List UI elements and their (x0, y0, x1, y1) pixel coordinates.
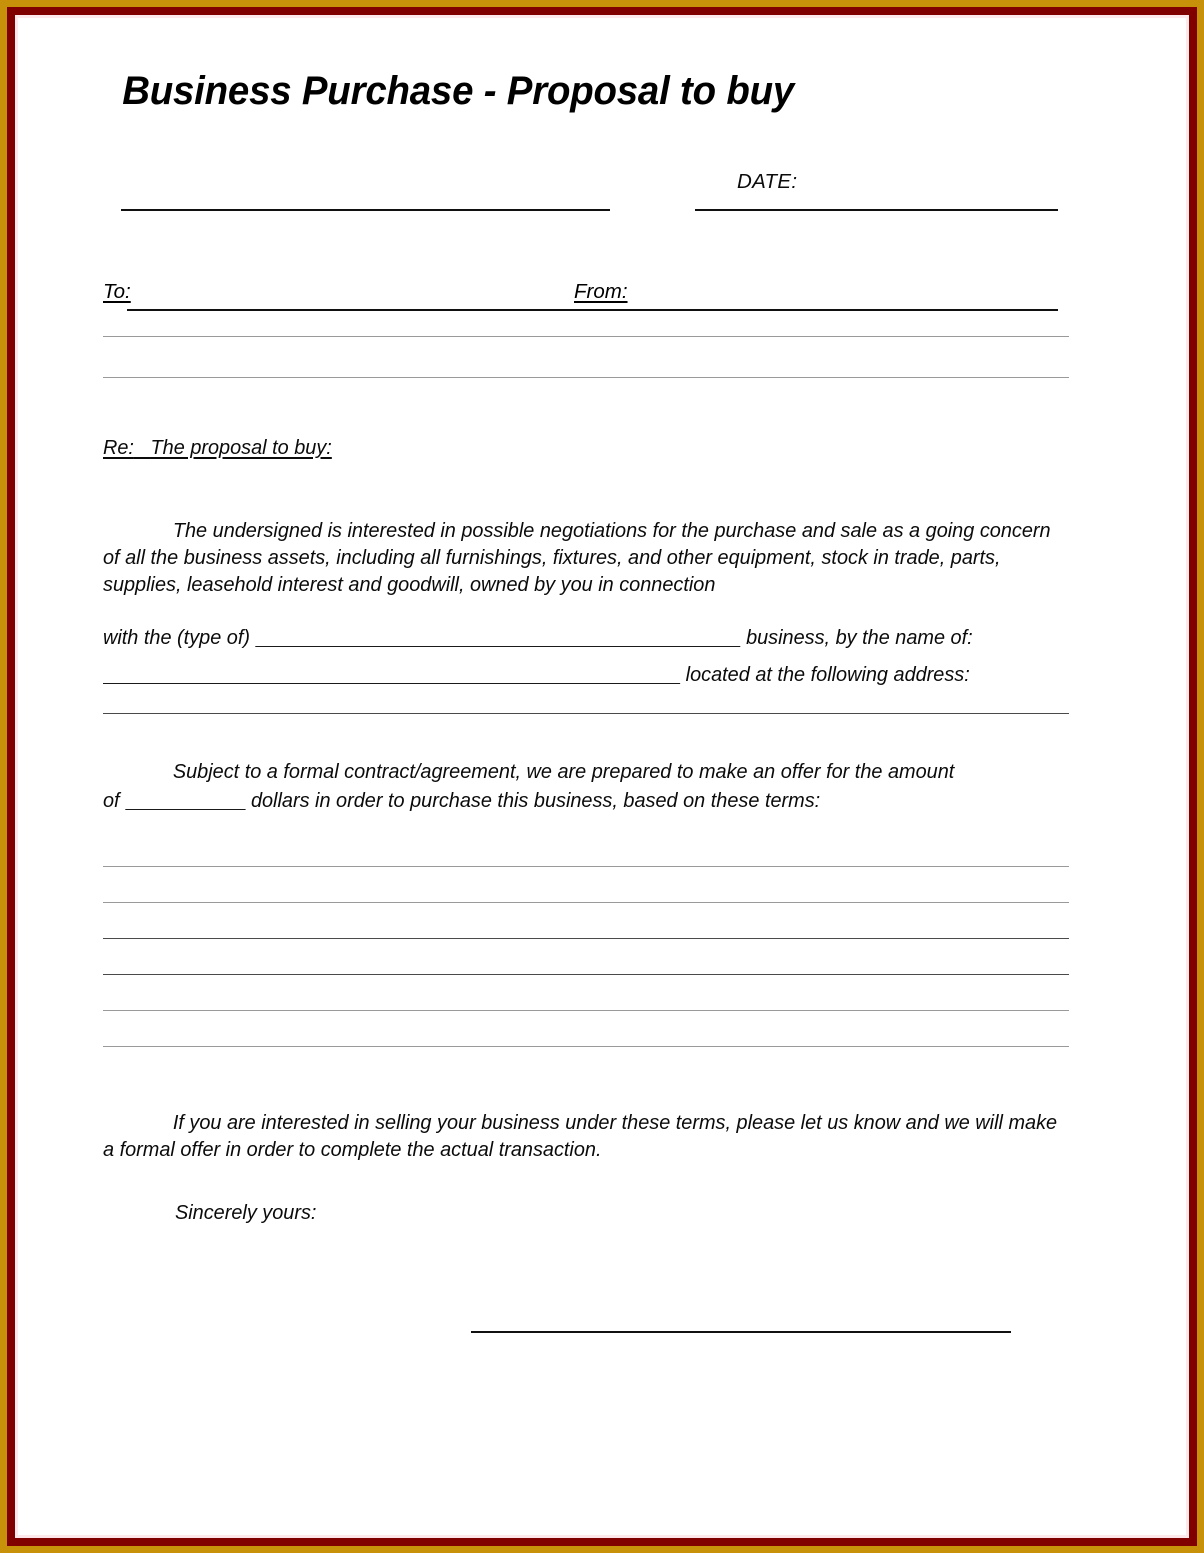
terms-blank-lines (103, 852, 1107, 1087)
business-name-line (103, 661, 1077, 688)
subject-line (103, 434, 1077, 461)
intro-paragraph: The undersigned is interested in possible negotiations for the purchase and sale as a going concern of all the business assets, including all furnishings, fixtures, and other equipment, stock in trade, parts, supplies, leasehold interest and goodwill, owned by you in connection (103, 519, 1051, 597)
terms-line-4[interactable] (103, 974, 1069, 975)
document-sheet (18, 18, 1186, 1535)
to-label: To: (103, 280, 131, 303)
closing-paragraph: If you are interested in selling your business under these terms, please let us know and we will make a formal offer in order to complete the actual transaction. (103, 1111, 1058, 1162)
re-text: The proposal to buy: (150, 436, 332, 459)
header-date-row (103, 170, 1107, 222)
address-blank-lines (103, 314, 1107, 400)
signature-line[interactable] (471, 1331, 1011, 1333)
date-label: DATE: (737, 170, 798, 193)
offer-amount-line (103, 787, 1077, 814)
header-blank-rule (121, 209, 610, 211)
to-from-row (103, 280, 1107, 314)
signature-area (103, 1305, 1107, 1365)
signoff-text: Sincerely yours: (175, 1201, 317, 1225)
address-blank-line-1[interactable] (103, 336, 1069, 337)
address-blank-line-2[interactable] (103, 377, 1069, 378)
business-type-blank[interactable] (256, 646, 741, 647)
address-entry-rule[interactable] (103, 713, 1069, 714)
terms-line-3[interactable] (103, 938, 1069, 939)
document-content (103, 70, 1107, 1365)
terms-line-1[interactable] (103, 866, 1069, 867)
offer-suffix: dollars in order to purchase this business, based on these terms: (250, 789, 821, 813)
offer-paragraph-line-1: Subject to a formal contract/agreement, we are prepared to make an offer for the amount (172, 760, 955, 784)
business-name-blank[interactable] (103, 683, 680, 684)
page-title: Business Purchase - Proposal to buy (122, 69, 795, 113)
terms-line-5[interactable] (103, 1010, 1069, 1011)
terms-line-2[interactable] (103, 902, 1069, 903)
business-type-line (103, 624, 1077, 651)
located-at-text: located at the following address: (685, 663, 970, 687)
business-address-line (103, 688, 1107, 728)
from-label: From: (574, 280, 628, 303)
business-type-prefix: with the (type of) (103, 626, 251, 650)
offer-prefix: of (103, 789, 120, 813)
date-entry-rule[interactable] (695, 209, 1058, 211)
offer-amount-blank[interactable] (125, 809, 245, 810)
to-from-entry-rule[interactable] (127, 309, 1058, 311)
business-type-suffix: business, by the name of: (746, 626, 973, 650)
re-label: Re: (103, 436, 134, 459)
terms-line-6[interactable] (103, 1046, 1069, 1047)
